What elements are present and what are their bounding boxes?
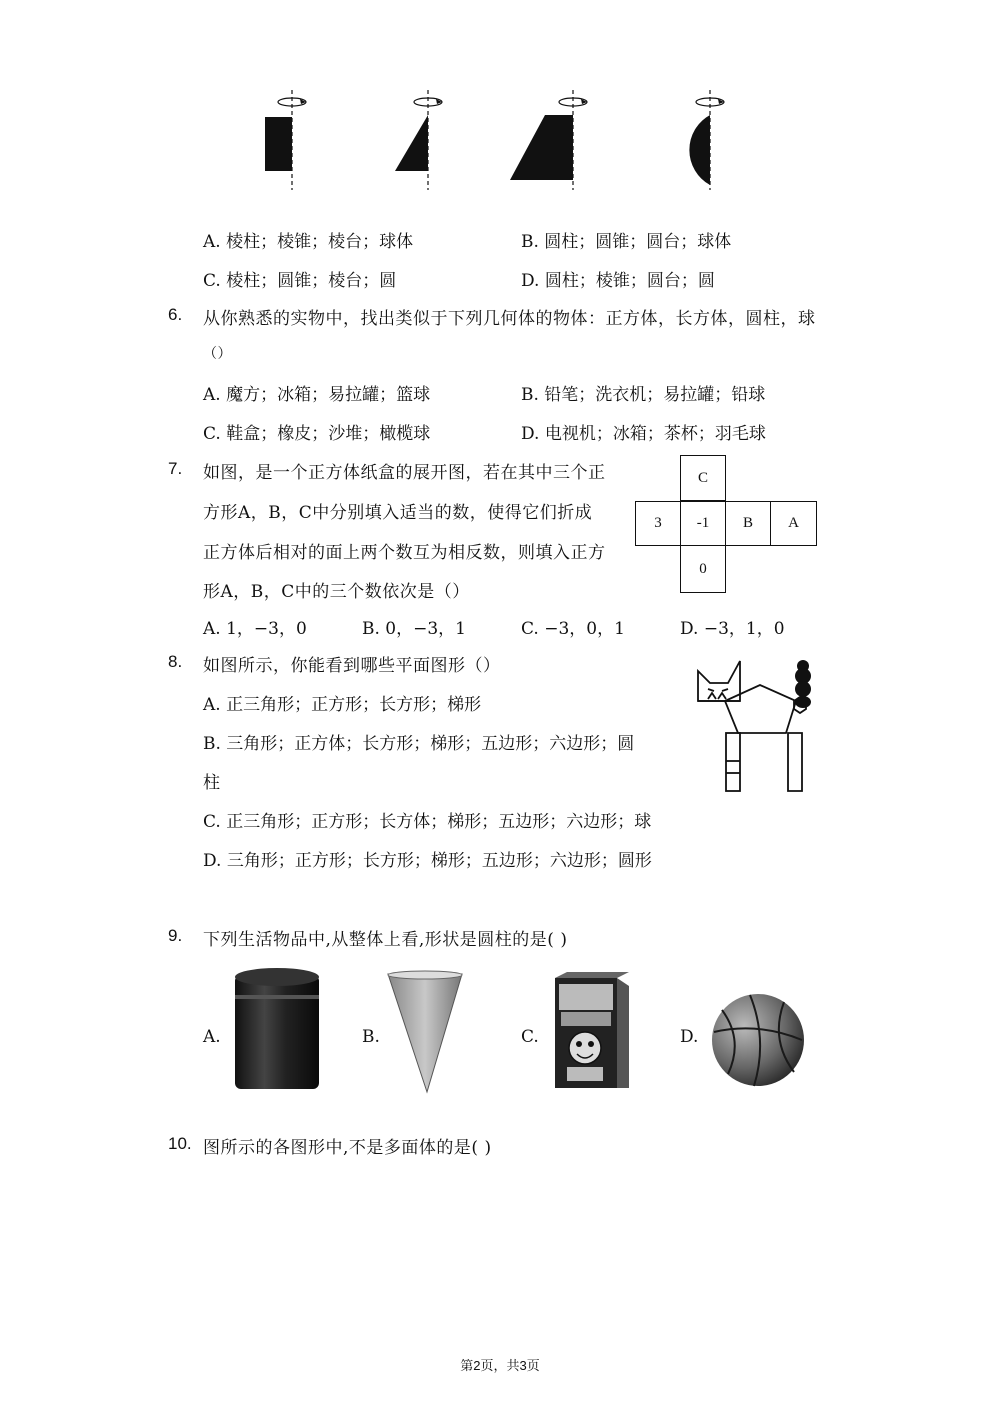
q7-stem-line3: 正方体后相对的面上两个数互为相反数，则填入正方 bbox=[203, 543, 606, 563]
q8-option-a: A. 正三角形；正方形；长方形；梯形 bbox=[203, 695, 482, 715]
q6-stem-line1: 从你熟悉的实物中，找出类似于下列几何体的物体：正方体，长方体，圆柱，球 bbox=[203, 309, 816, 329]
q10-stem: 图所示的各图形中,不是多面体的是( ) bbox=[203, 1138, 492, 1158]
net-cell-0: 0 bbox=[680, 545, 726, 593]
q9-basketball-image bbox=[710, 992, 806, 1088]
q10-number: 10. bbox=[168, 1134, 192, 1153]
q8-cat-figure bbox=[690, 653, 820, 795]
net-cell-minus1: -1 bbox=[680, 501, 726, 546]
net-cell-c: C bbox=[680, 455, 726, 501]
q9-ice-cream-cone-image bbox=[385, 968, 465, 1096]
net-cell-b: B bbox=[725, 501, 771, 546]
q7-number: 7. bbox=[168, 459, 183, 478]
q6-number: 6. bbox=[168, 305, 183, 324]
q7-option-b: B. 0，−3，1 bbox=[362, 619, 466, 639]
q5-option-a: A. 棱柱；棱锥；棱台；球体 bbox=[203, 232, 414, 252]
q8-option-b-line1: B. 三角形；正方体；长方形；梯形；五边形；六边形；圆 bbox=[203, 734, 635, 754]
rotation-figure-semicircle bbox=[689, 90, 724, 190]
q6-option-b: B. 铅笔；洗衣机；易拉罐；铅球 bbox=[521, 385, 766, 405]
rotation-figure-triangle bbox=[395, 90, 442, 190]
q5-option-d: D. 圆柱；棱锥；圆台；圆 bbox=[521, 271, 715, 291]
q6-option-d: D. 电视机；冰箱；茶杯；羽毛球 bbox=[521, 424, 766, 444]
rotation-figure-rectangle bbox=[265, 90, 306, 190]
q6-option-c: C. 鞋盒；橡皮；沙堆；橄榄球 bbox=[203, 424, 431, 444]
q9-milk-box-image bbox=[553, 972, 633, 1092]
q9-stem: 下列生活物品中,从整体上看,形状是圆柱的是( ) bbox=[203, 930, 568, 950]
page-footer: 第2页，共3页 bbox=[460, 1358, 540, 1373]
q9-label-d: D. bbox=[680, 1027, 699, 1047]
q8-option-c: C. 正三角形；正方形；长方体；梯形；五边形；六边形；球 bbox=[203, 812, 652, 832]
q7-stem-line4: 形A，B，C中的三个数依次是（） bbox=[203, 582, 470, 602]
q5-rotation-figures bbox=[255, 85, 755, 190]
q9-number: 9. bbox=[168, 926, 183, 945]
q7-option-d: D. −3，1，0 bbox=[680, 619, 785, 639]
q8-option-d: D. 三角形；正方形；长方形；梯形；五边形；六边形；圆形 bbox=[203, 851, 652, 871]
net-cell-3: 3 bbox=[635, 501, 681, 546]
q7-stem-line1: 如图，是一个正方体纸盒的展开图，若在其中三个正 bbox=[203, 463, 606, 483]
q7-option-c: C. −3，0，1 bbox=[521, 619, 625, 639]
q9-cylinder-can-image bbox=[232, 965, 322, 1095]
q7-cube-net bbox=[635, 455, 817, 593]
q9-label-c: C. bbox=[521, 1027, 539, 1047]
rotation-figure-trapezoid bbox=[510, 90, 587, 190]
q8-stem: 如图所示，你能看到哪些平面图形（） bbox=[203, 656, 501, 676]
q8-option-b-line2: 柱 bbox=[203, 773, 220, 793]
q9-label-b: B. bbox=[362, 1027, 380, 1047]
q6-stem-line2: （） bbox=[203, 346, 232, 362]
q5-option-b: B. 圆柱；圆锥；圆台；球体 bbox=[521, 232, 732, 252]
q7-option-a: A. 1，−3，0 bbox=[203, 619, 307, 639]
net-cell-a: A bbox=[770, 501, 817, 546]
q9-label-a: A. bbox=[203, 1027, 221, 1047]
q6-option-a: A. 魔方；冰箱；易拉罐；篮球 bbox=[203, 385, 431, 405]
q8-number: 8. bbox=[168, 652, 183, 671]
q5-option-c: C. 棱柱；圆锥；棱台；圆 bbox=[203, 271, 397, 291]
q7-stem-line2: 方形A，B，C中分别填入适当的数，使得它们折成 bbox=[203, 503, 593, 523]
